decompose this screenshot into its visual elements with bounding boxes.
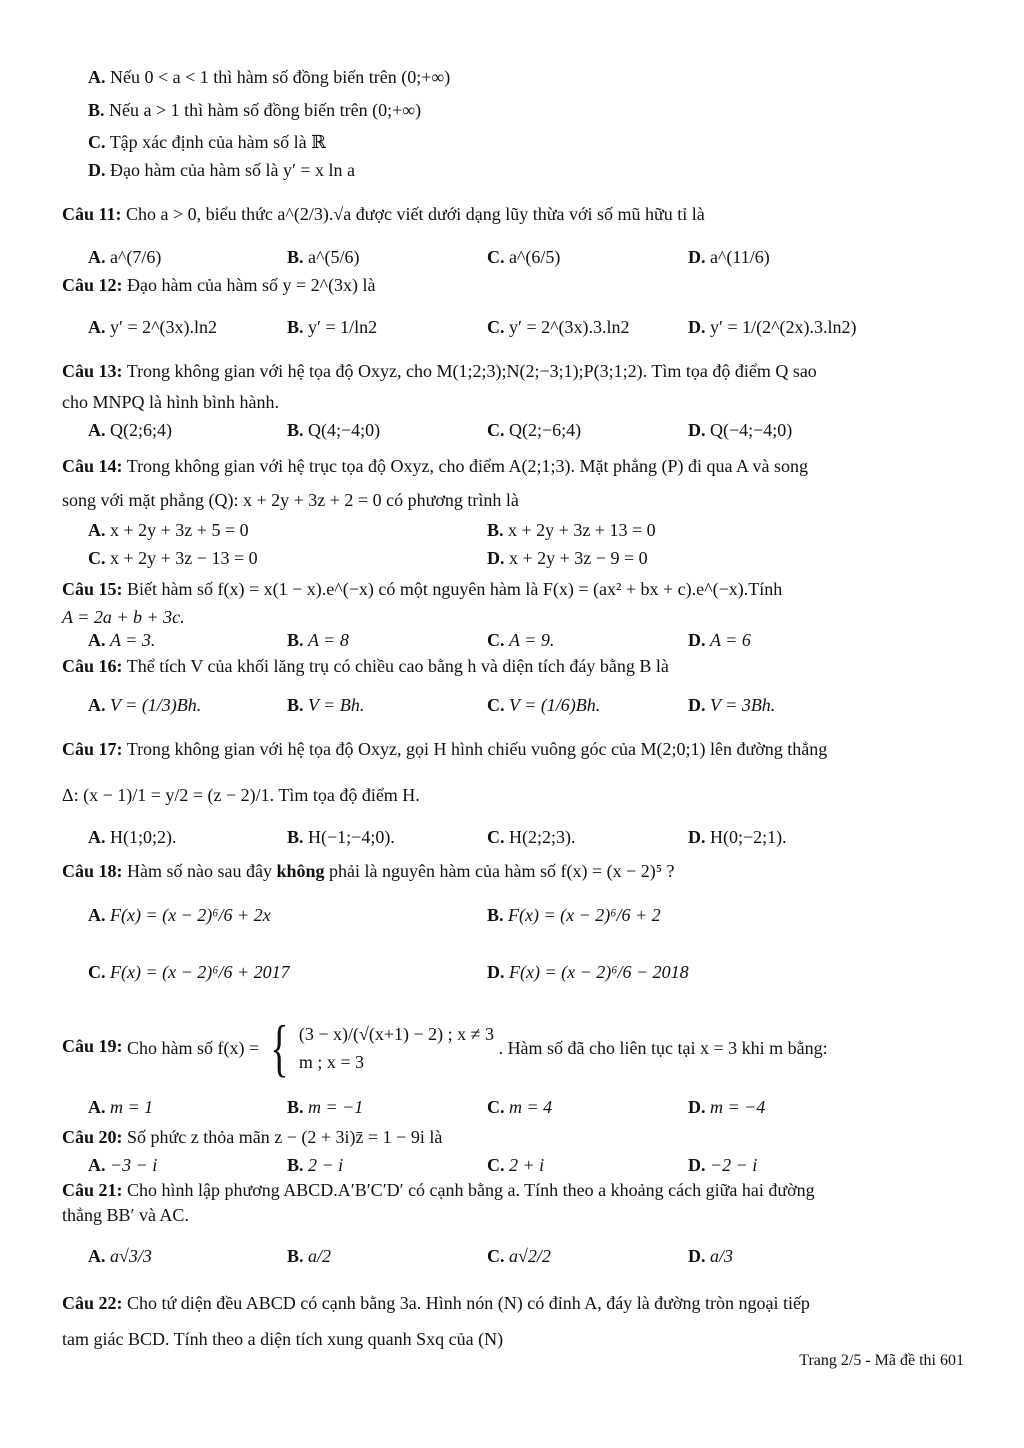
q16-stem: Câu 16: Thể tích V của khối lăng trụ có chiều cao bằng h và diện tích đáy bằng B là [62,656,669,676]
q18-option-a: A. F(x) = (x − 2)⁶/6 + 2x [88,905,271,925]
q12-stem: Câu 12: Đạo hàm của hàm số y = 2^(3x) là [62,275,376,295]
q16-option-d: D. V = 3Bh. [688,695,776,715]
q20-option-d: D. −2 − i [688,1155,758,1175]
q15-option-d: D. A = 6 [688,630,751,650]
q18-option-d: D. F(x) = (x − 2)⁶/6 − 2018 [487,962,689,982]
q19-option-b: B. m = −1 [287,1097,364,1117]
q20-option-c: C. 2 + i [487,1155,545,1175]
q20-option-b: B. 2 − i [287,1155,344,1175]
q15-stem-line1: Câu 15: Biết hàm số f(x) = x(1 − x).e^(−x) có một nguyên hàm là F(x) = (ax² + bx + c).e^(−x).Tính [62,579,783,599]
q14-option-d: D. x + 2y + 3z − 9 = 0 [487,548,648,568]
q16-option-c: C. V = (1/6)Bh. [487,695,601,715]
q12-option-b: B. y′ = 1/ln2 [287,317,378,337]
q17-stem-line1: Câu 17: Trong không gian với hệ tọa độ Oxyz, gọi H hình chiếu vuông góc của M(2;0;1) lên đường thẳng [62,739,828,759]
q12-option-d: D. y′ = 1/(2^(2x).3.ln2) [688,317,857,337]
q14-stem-line1: Câu 14: Trong không gian với hệ trục tọa độ Oxyz, cho điểm A(2;1;3). Mặt phẳng (P) đi qua A và song [62,456,808,476]
q21-option-b: B. a/2 [287,1246,332,1266]
piecewise-case-2: m ; x = 3 [298,1052,365,1072]
q13-option-c: C. Q(2;−6;4) [487,420,582,440]
piecewise-definition [299,1020,494,1076]
q13-option-d: D. Q(−4;−4;0) [688,420,793,440]
q22-stem-line1: Câu 22: Cho tứ diện đều ABCD có cạnh bằng 3a. Hình nón (N) có đỉnh A, đáy là đường tròn ngoại tiếp [62,1293,810,1313]
q10-option-c: C. Tập xác định của hàm số là ℝ [88,132,327,152]
q14-option-a: A. x + 2y + 3z + 5 = 0 [88,520,249,540]
q21-option-a: A. a√3/3 [88,1246,152,1266]
q20-stem: Câu 20: Số phức z thỏa mãn z − (2 + 3i)z̄ = 1 − 9i là [62,1127,443,1147]
q15-option-b: B. A = 8 [287,630,349,650]
q21-option-d: D. a/3 [688,1246,734,1266]
q13-option-b: B. Q(4;−4;0) [287,420,381,440]
q10-option-b: B. Nếu a > 1 thì hàm số đồng biến trên (0;+∞) [88,100,422,120]
q12-option-c: C. y′ = 2^(3x).3.ln2 [487,317,630,337]
q17-option-d: D. H(0;−2;1). [688,827,787,847]
q21-stem-line2: thẳng BB′ và AC. [62,1205,189,1225]
q14-option-c: C. x + 2y + 3z − 13 = 0 [88,548,258,568]
q17-option-a: A. H(1;0;2). [88,827,177,847]
q11-stem: Câu 11: Cho a > 0, biểu thức a^(2/3).√a được viết dưới dạng lũy thừa với số mũ hữu tỉ là [62,204,705,224]
q17-option-c: C. H(2;2;3). [487,827,576,847]
page-footer: Trang 2/5 - Mã đề thi 601 [799,1352,964,1369]
piecewise-case-1: (3 − x)/(√(x+1) − 2) ; x ≠ 3 [298,1024,495,1044]
q19-option-a: A. m = 1 [88,1097,154,1117]
q11-option-a: A. a^(7/6) [88,247,162,267]
q19-option-d: D. m = −4 [688,1097,766,1117]
q15-stem-line2: A = 2a + b + 3c. [62,607,185,627]
q18-option-b: B. F(x) = (x − 2)⁶/6 + 2 [487,905,661,925]
q13-option-a: A. Q(2;6;4) [88,420,172,440]
q20-option-a: A. −3 − i [88,1155,158,1175]
q11-option-c: C. a^(6/5) [487,247,561,267]
q16-option-b: B. V = Bh. [287,695,365,715]
q13-stem-line1: Câu 13: Trong không gian với hệ tọa độ Oxyz, cho M(1;2;3);N(2;−3;1);P(3;1;2). Tìm tọa độ điểm Q sao [62,361,817,381]
q14-option-b: B. x + 2y + 3z + 13 = 0 [487,520,656,540]
q10-option-d: D. Đạo hàm của hàm số là y′ = x ln a [88,160,356,180]
q10-option-a: A. Nếu 0 < a < 1 thì hàm số đồng biến trên (0;+∞) [88,67,451,87]
q12-option-a: A. y′ = 2^(3x).ln2 [88,317,218,337]
q15-option-a: A. A = 3. [88,630,156,650]
q22-stem-line2: tam giác BCD. Tính theo a diện tích xung quanh Sxq của (N) [62,1329,504,1349]
q14-stem-line2: song với mặt phẳng (Q): x + 2y + 3z + 2 = 0 có phương trình là [62,490,519,510]
q21-stem-line1: Câu 21: Cho hình lập phương ABCD.A′B′C′D′ có cạnh bằng a. Tính theo a khoảng cách giữa hai đường [62,1180,815,1200]
q18-option-c: C. F(x) = (x − 2)⁶/6 + 2017 [88,962,290,982]
q19-option-c: C. m = 4 [487,1097,553,1117]
q19-stem: Câu 19: Cho hàm số f(x) = { (3 − x)/(√(x+1) − 2) ; x ≠ 3 m ; x = 3 . Hàm số đã cho liên tục tại x = 3 khi m bằng: [62,1012,828,1083]
q11-option-b: B. a^(5/6) [287,247,360,267]
q17-stem-line2: Δ: (x − 1)/1 = y/2 = (z − 2)/1. Tìm tọa độ điểm H. [62,785,420,805]
q18-stem: Câu 18: Hàm số nào sau đây không phải là nguyên hàm của hàm số f(x) = (x − 2)⁵ ? [62,861,675,881]
piecewise-brace: { [269,1012,289,1083]
q13-stem-line2: cho MNPQ là hình bình hành. [62,392,279,412]
q17-option-b: B. H(−1;−4;0). [287,827,395,847]
q21-option-c: C. a√2/2 [487,1246,551,1266]
q16-option-a: A. V = (1/3)Bh. [88,695,202,715]
q11-option-d: D. a^(11/6) [688,247,770,267]
q15-option-c: C. A = 9. [487,630,555,650]
